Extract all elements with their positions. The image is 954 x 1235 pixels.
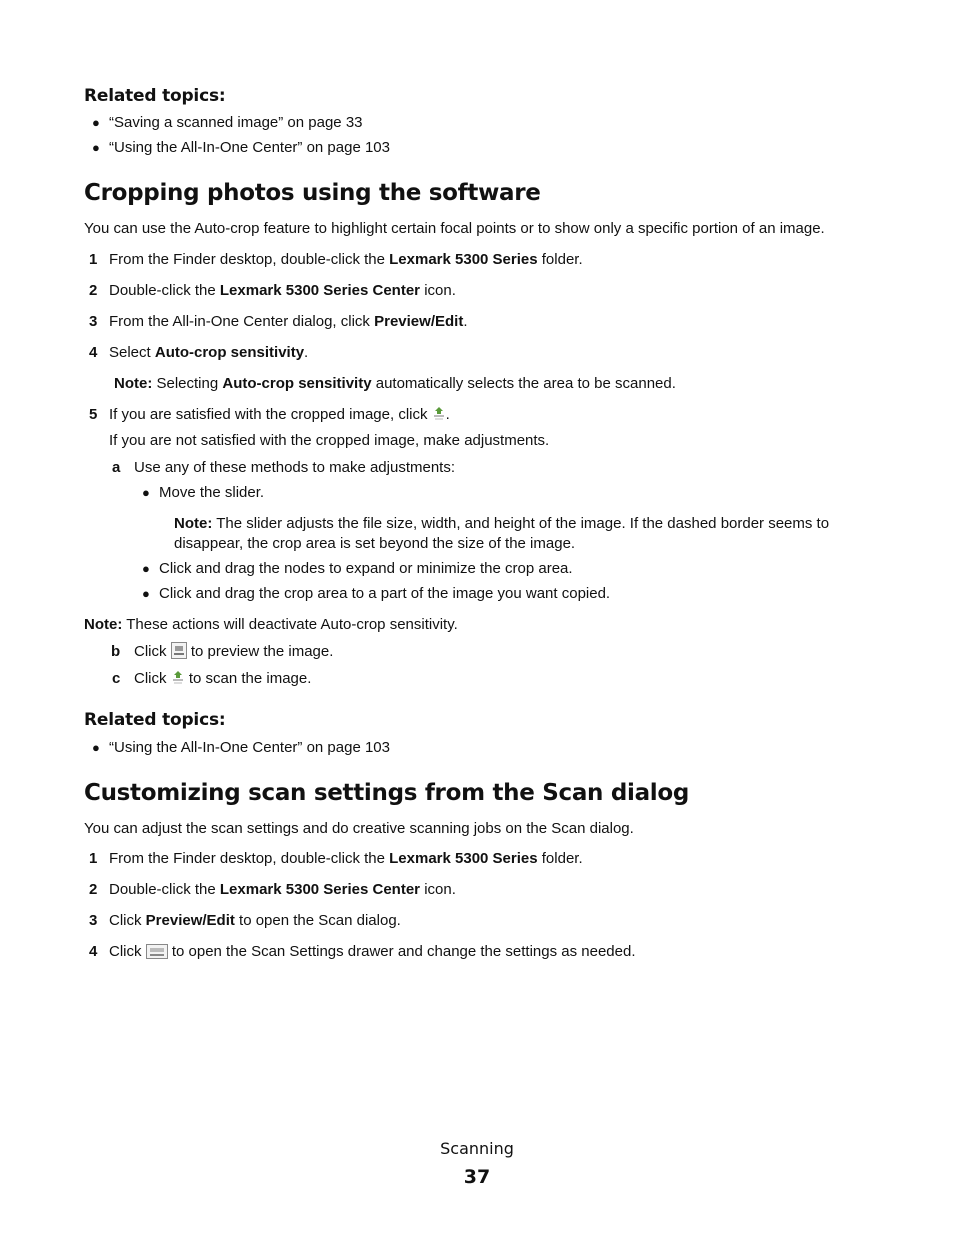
main-note: Note: These actions will deactivate Auto-crop sensitivity.: [84, 616, 458, 633]
section-title: Customizing scan settings from the Scan dialog: [84, 780, 690, 806]
sub-step-text: Use any of these methods to make adjustments:: [134, 459, 455, 476]
step-text: From the Finder desktop, double-click the Lexmark 5300 Series folder.: [109, 850, 583, 867]
bullet-icon: ●: [92, 140, 100, 155]
section-intro: You can use the Auto-crop feature to highlight certain focal points or to show only a specific portion of an image.: [84, 220, 825, 237]
step-subtext: If you are not satisfied with the cropped image, make adjustments.: [109, 432, 550, 449]
bullet-icon: ●: [142, 586, 150, 601]
method-item: Click and drag the nodes to expand or minimize the crop area.: [159, 560, 573, 577]
related-link[interactable]: “Using the All-In-One Center” on page 103: [109, 139, 390, 156]
scan-icon[interactable]: [432, 405, 446, 422]
related-topics-heading: Related topics:: [84, 710, 226, 730]
section-title: Cropping photos using the software: [84, 180, 541, 206]
step-number: 3: [89, 912, 98, 929]
page-number: 37: [463, 1166, 491, 1188]
step-note: Note: Selecting Auto-crop sensitivity automatically selects the area to be scanned.: [114, 375, 676, 392]
step-number: 1: [89, 251, 98, 268]
bullet-icon: ●: [142, 485, 150, 500]
sub-step-text: Click to preview the image.: [134, 643, 334, 660]
step-number: 4: [89, 344, 98, 361]
step-text: Click to open the Scan Settings drawer and change the settings as needed.: [109, 943, 636, 960]
related-topics-heading: Related topics:: [84, 86, 226, 106]
step-text: From the All-in-One Center dialog, click Preview/Edit.: [109, 313, 468, 330]
sub-step-letter: a: [112, 459, 121, 476]
step-text: Select Auto-crop sensitivity.: [109, 344, 309, 361]
step-text: Double-click the Lexmark 5300 Series Center icon.: [109, 881, 456, 898]
related-link[interactable]: “Using the All-In-One Center” on page 103: [109, 739, 390, 756]
step-text: Double-click the Lexmark 5300 Series Center icon.: [109, 282, 456, 299]
scan-settings-icon[interactable]: [146, 944, 168, 959]
step-number: 2: [89, 282, 98, 299]
step-text: Click Preview/Edit to open the Scan dialog.: [109, 912, 401, 929]
step-number: 4: [89, 943, 98, 960]
method-item: Click and drag the crop area to a part of the image you want copied.: [159, 585, 611, 602]
footer-section-name: Scanning: [440, 1139, 514, 1158]
bullet-icon: ●: [92, 115, 100, 130]
preview-icon[interactable]: [171, 642, 187, 659]
related-link[interactable]: “Saving a scanned image” on page 33: [109, 114, 363, 131]
method-item: Move the slider.: [159, 484, 265, 501]
bullet-icon: ●: [142, 561, 150, 576]
sub-step-letter: b: [111, 643, 121, 660]
slider-note: Note: The slider adjusts the file size, width, and height of the image. If the dashed border seems to: [174, 515, 830, 532]
sub-step-text: Click to scan the image.: [134, 670, 312, 687]
sub-step-letter: c: [112, 670, 121, 687]
step-number: 2: [89, 881, 98, 898]
step-number: 1: [89, 850, 98, 867]
step-text: From the Finder desktop, double-click the Lexmark 5300 Series folder.: [109, 251, 583, 268]
section-intro: You can adjust the scan settings and do creative scanning jobs on the Scan dialog.: [84, 820, 634, 837]
scan-icon[interactable]: [171, 669, 185, 686]
step-number: 5: [89, 406, 98, 423]
slider-note-cont: disappear, the crop area is set beyond the size of the image.: [174, 535, 576, 552]
step-text: If you are satisfied with the cropped image, click .: [109, 406, 450, 423]
step-number: 3: [89, 313, 98, 330]
bullet-icon: ●: [92, 740, 100, 755]
